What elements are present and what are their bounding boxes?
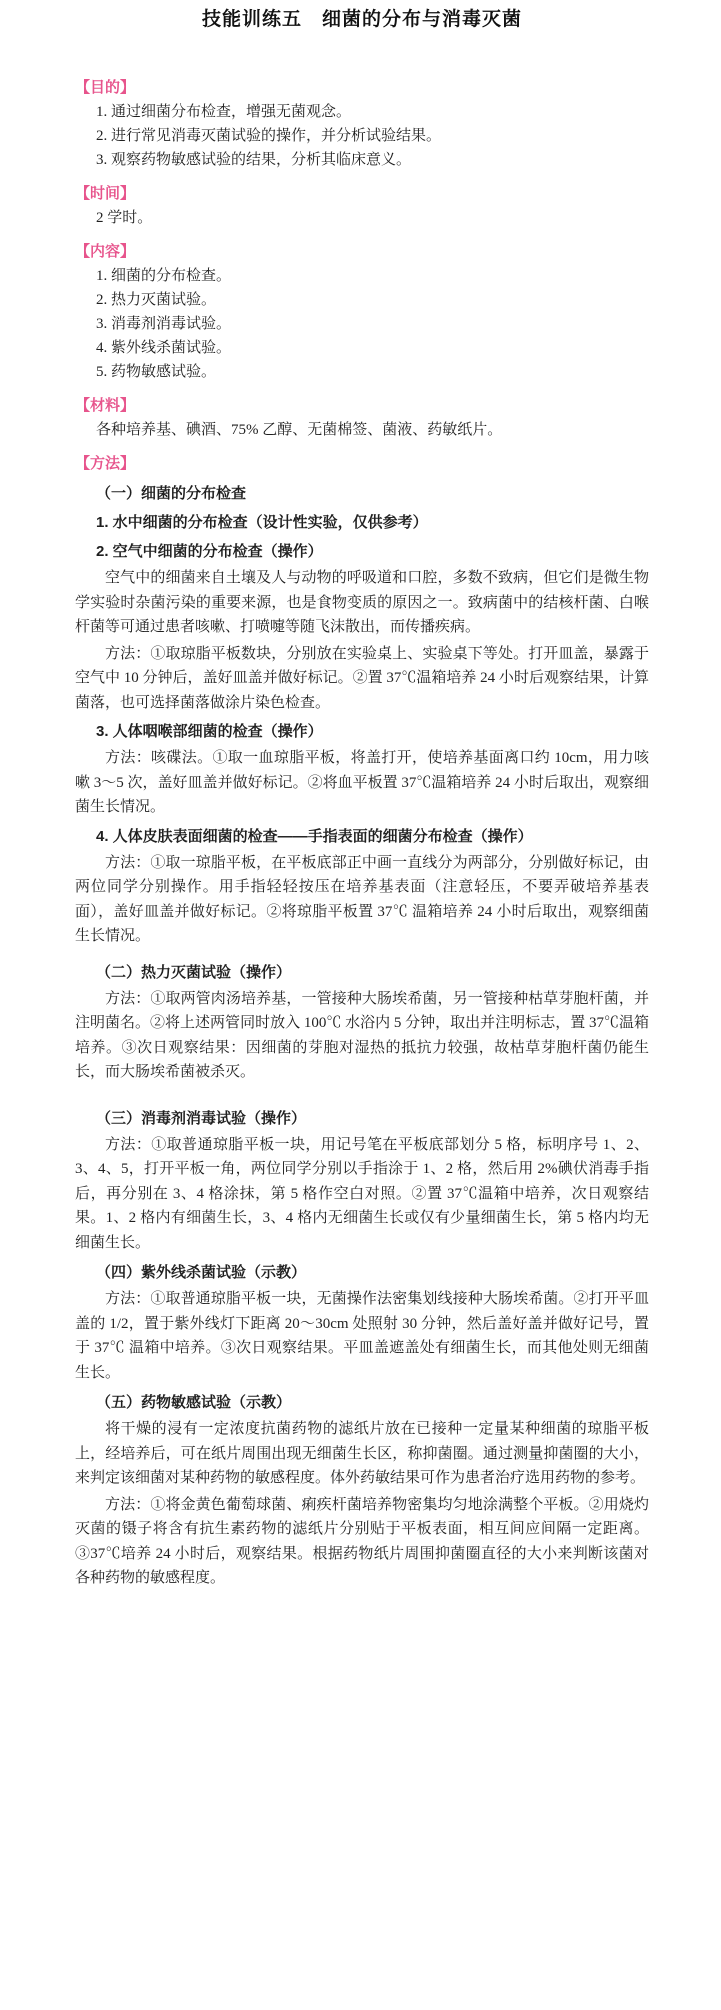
method-step-heading: 3. 人体咽喉部细菌的检查（操作） (96, 723, 323, 740)
section-time (75, 181, 649, 230)
page-title: 技能训练五 细菌的分布与消毒灭菌 (201, 9, 522, 30)
list-item: 1. 通过细菌分布检查，增强无菌观念。 (96, 104, 352, 120)
list-item: 2. 进行常见消毒灭菌试验的操作，并分析试验结果。 (96, 128, 442, 144)
method-paragraph: 方法：①取琼脂平板数块，分别放在实验桌上、实验桌下等处。打开皿盖，暴露于空气中 10 分钟后，盖好皿盖并做好标记。②置 37℃温箱培养 24 小时后观察结果，计算菌落，也可选择菌落做涂片染色检查。 (75, 645, 649, 711)
section-label-materials: 【材料】 (75, 397, 136, 414)
method-paragraph: 方法：①取普通琼脂平板一块，无菌操作法密集划线接种大肠埃希菌。②打开平皿盖的 1/2，置于紫外线灯下距离 20～30cm 处照射 30 分钟，然后盖好盖并做好记号，置于 37℃ 温箱中培养。③次日观察结果。平皿盖遮盖处有细菌生长，而其他处则无细菌生长。 (75, 1291, 649, 1381)
method-subheading-1: （一）细菌的分布检查 (96, 486, 247, 502)
method-paragraph: 方法：①取两管肉汤培养基，一管接种大肠埃希菌，另一管接种枯草芽胞杆菌，并注明菌名。②将上述两管同时放入 100℃ 水浴内 5 分钟，取出并注明标志，置 37℃温箱培养。③次日观察结果：因细菌的芽胞对湿热的抵抗力较强，故枯草芽胞杆菌仍能生长，而大肠埃希菌被杀灭。 (75, 990, 649, 1080)
section-label-method: 【方法】 (75, 455, 136, 472)
section-label-purpose: 【目的】 (75, 79, 136, 96)
section-label-content: 【内容】 (75, 243, 136, 260)
method-subheading-2: （二）热力灭菌试验（操作） (96, 964, 292, 981)
section-label-time: 【时间】 (75, 185, 136, 202)
method-step-heading: 2. 空气中细菌的分布检查（操作） (96, 543, 323, 560)
method-step-heading: 1. 水中细菌的分布检查（设计性实验，仅供参考） (96, 514, 428, 531)
method-paragraph: 方法：①将金黄色葡萄球菌、痢疾杆菌培养物密集均匀地涂满整个平板。②用烧灼灭菌的镊子将含有抗生素药物的滤纸片分别贴于平板表面，相互间应间隔一定距离。③37℃培养 24 小时后，观察结果。根据药物纸片周围抑菌圈直径的大小来判断该菌对各种药物的敏感程度。 (75, 1496, 649, 1586)
list-item: 3. 消毒剂消毒试验。 (96, 316, 232, 332)
section-purpose (75, 75, 649, 172)
list-item: 2. 热力灭菌试验。 (96, 292, 217, 308)
time-text: 2 学时。 (96, 210, 153, 226)
method-subheading-3: （三）消毒剂消毒试验（操作） (96, 1110, 307, 1127)
method-subheading-4: （四）紫外线杀菌试验（示教） (96, 1265, 307, 1281)
list-item: 5. 药物敏感试验。 (96, 364, 217, 380)
list-item: 1. 细菌的分布检查。 (96, 268, 232, 284)
list-item: 3. 观察药物敏感试验的结果，分析其临床意义。 (96, 152, 412, 168)
materials-text: 各种培养基、碘酒、75% 乙醇、无菌棉签、菌液、药敏纸片。 (96, 422, 503, 438)
method-paragraph: 空气中的细菌来自土壤及人与动物的呼吸道和口腔，多数不致病，但它们是微生物学实验时杂菌污染的重要来源，也是食物变质的原因之一。致病菌中的结核杆菌、白喉杆菌等可通过患者咳嗽、打喷嚏等随飞沫散出，而传播疾病。 (75, 570, 649, 635)
method-step-heading: 4. 人体皮肤表面细菌的检查——手指表面的细菌分布检查（操作） (96, 827, 533, 845)
section-content (75, 239, 649, 384)
method-subheading-5: （五）药物敏感试验（示教） (96, 1395, 292, 1411)
method-paragraph: 方法：①取普通琼脂平板一块，用记号笔在平板底部划分 5 格，标明序号 1、2、3、4、5，打开平板一角，两位同学分别以手指涂于 1、2 格，然后用 2%碘伏消毒手指后，再分别在 3、4 格涂抹，第 5 格作空白对照。②置 37℃温箱中培养，次日观察结果。1、2 格内有细菌生长，3、4 格内无细菌生长或仅有少量细菌生长，第 5 格内均无细菌生长。 (75, 1136, 649, 1251)
section-method (75, 451, 649, 1591)
method-paragraph: 方法：①取一琼脂平板，在平板底部正中画一直线分为两部分，分别做好标记，由两位同学分别操作。用手指轻轻按压在培养基表面（注意轻压，不要弄破培养基表面），盖好皿盖并做好标记。②将琼脂平板置 37℃ 温箱培养 24 小时后取出，观察细菌生长情况。 (75, 854, 649, 944)
section-materials (75, 393, 649, 442)
method-paragraph: 将干燥的浸有一定浓度抗菌药物的滤纸片放在已接种一定量某种细菌的琼脂平板上，经培养后，可在纸片周围出现无细菌生长区，称抑菌圈。通过测量抑菌圈的大小，来判定该细菌对某种药物的敏感程度。体外药敏结果可作为患者治疗选用药物的参考。 (75, 1421, 649, 1486)
method-paragraph: 方法：咳碟法。①取一血琼脂平板，将盖打开，使培养基面离口约 10cm，用力咳嗽 3～5 次，盖好皿盖并做好标记。②将血平板置 37℃温箱培养 24 小时后取出，观察细菌生长情况。 (75, 750, 649, 815)
list-item: 4. 紫外线杀菌试验。 (96, 340, 232, 356)
